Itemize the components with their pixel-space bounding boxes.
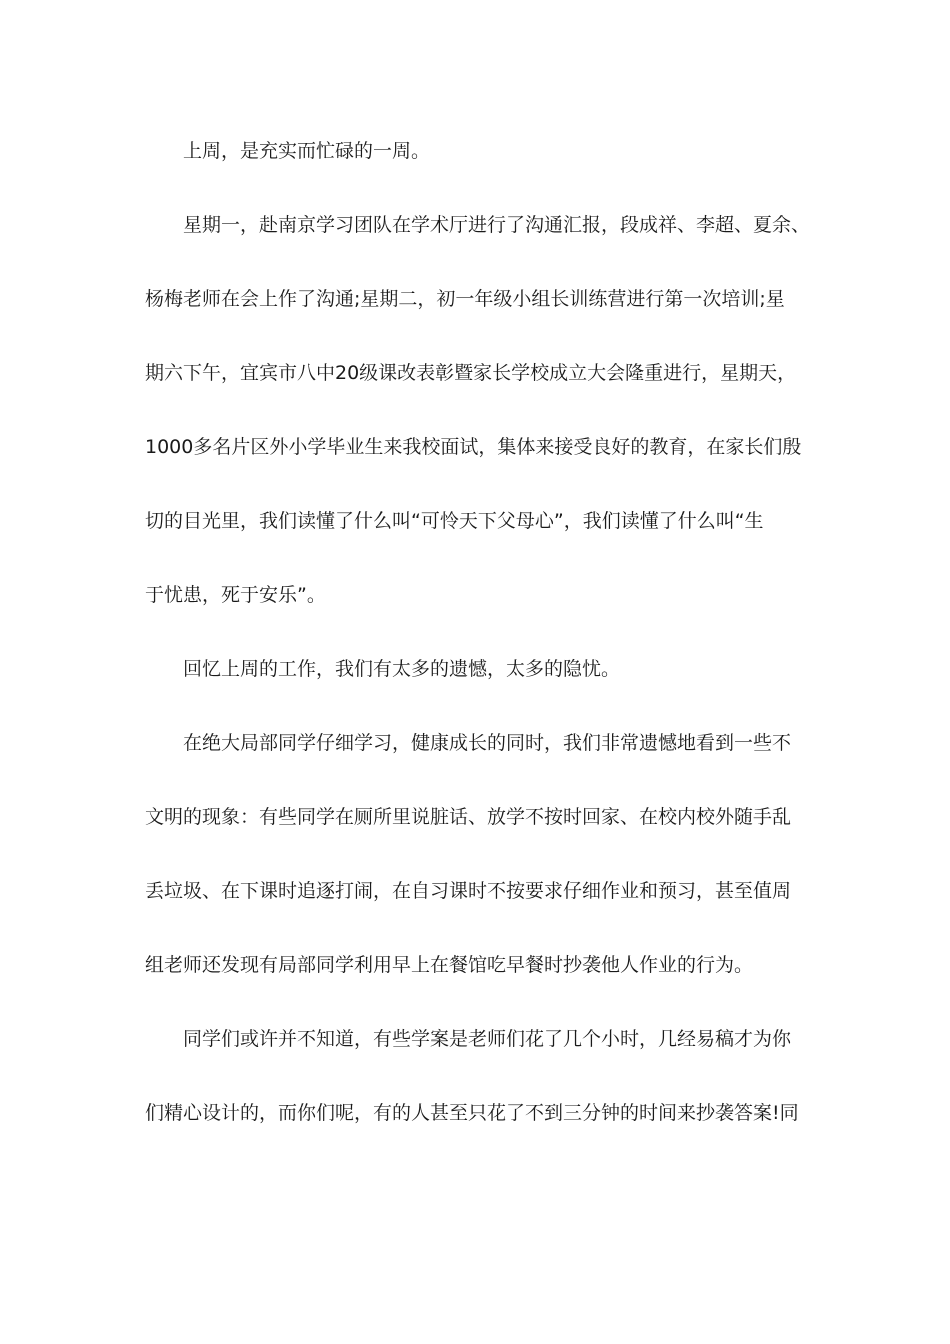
paragraph-1 xyxy=(145,133,807,170)
paragraph-4 xyxy=(145,725,807,762)
text-line: 上周，是充实而忙碌的一周。 xyxy=(183,140,431,162)
paragraph-5 xyxy=(145,1021,807,1058)
text-line: 在绝大局部同学仔细学习，健康成长的同时，我们非常遗憾地看到一些不 xyxy=(183,732,792,754)
paragraph-3 xyxy=(145,651,807,688)
text-line: 组老师还发现有局部同学利用早上在餐馆吃早餐时抄袭他人作业的行为。 xyxy=(145,954,754,976)
text-line: 1000多名片区外小学毕业生来我校面试，集体来接受良好的教育，在家长们殷 xyxy=(145,436,802,458)
text-line: 同学们或许并不知道，有些学案是老师们花了几个小时，几经易稿才为你 xyxy=(183,1028,792,1050)
text-line: 切的目光里，我们读懂了什么叫“可怜天下父母心”，我们读懂了什么叫“生 xyxy=(145,510,764,532)
text-line: 回忆上周的工作，我们有太多的遗憾，太多的隐忧。 xyxy=(183,658,621,680)
text-line: 星期一，赴南京学习团队在学术厅进行了沟通汇报，段成祥、李超、夏余、 xyxy=(183,214,811,236)
text-line: 杨梅老师在会上作了沟通;星期二，初一年级小组长训练营进行第一次培训;星 xyxy=(145,288,785,310)
text-line: 于忧患，死于安乐”。 xyxy=(145,584,326,606)
text-line: 文明的现象：有些同学在厕所里说脏话、放学不按时回家、在校内校外随手乱 xyxy=(145,806,792,828)
text-line: 期六下午，宜宾市八中20级课改表彰暨家长学校成立大会隆重进行，星期天， xyxy=(145,362,797,384)
text-line: 丢垃圾、在下课时追逐打闹，在自习课时不按要求仔细作业和预习，甚至值周 xyxy=(145,880,792,902)
paragraph-2 xyxy=(145,207,811,244)
document-body xyxy=(145,133,811,1132)
text-line: 们精心设计的，而你们呢，有的人甚至只花了不到三分钟的时间来抄袭答案!同 xyxy=(145,1102,799,1124)
